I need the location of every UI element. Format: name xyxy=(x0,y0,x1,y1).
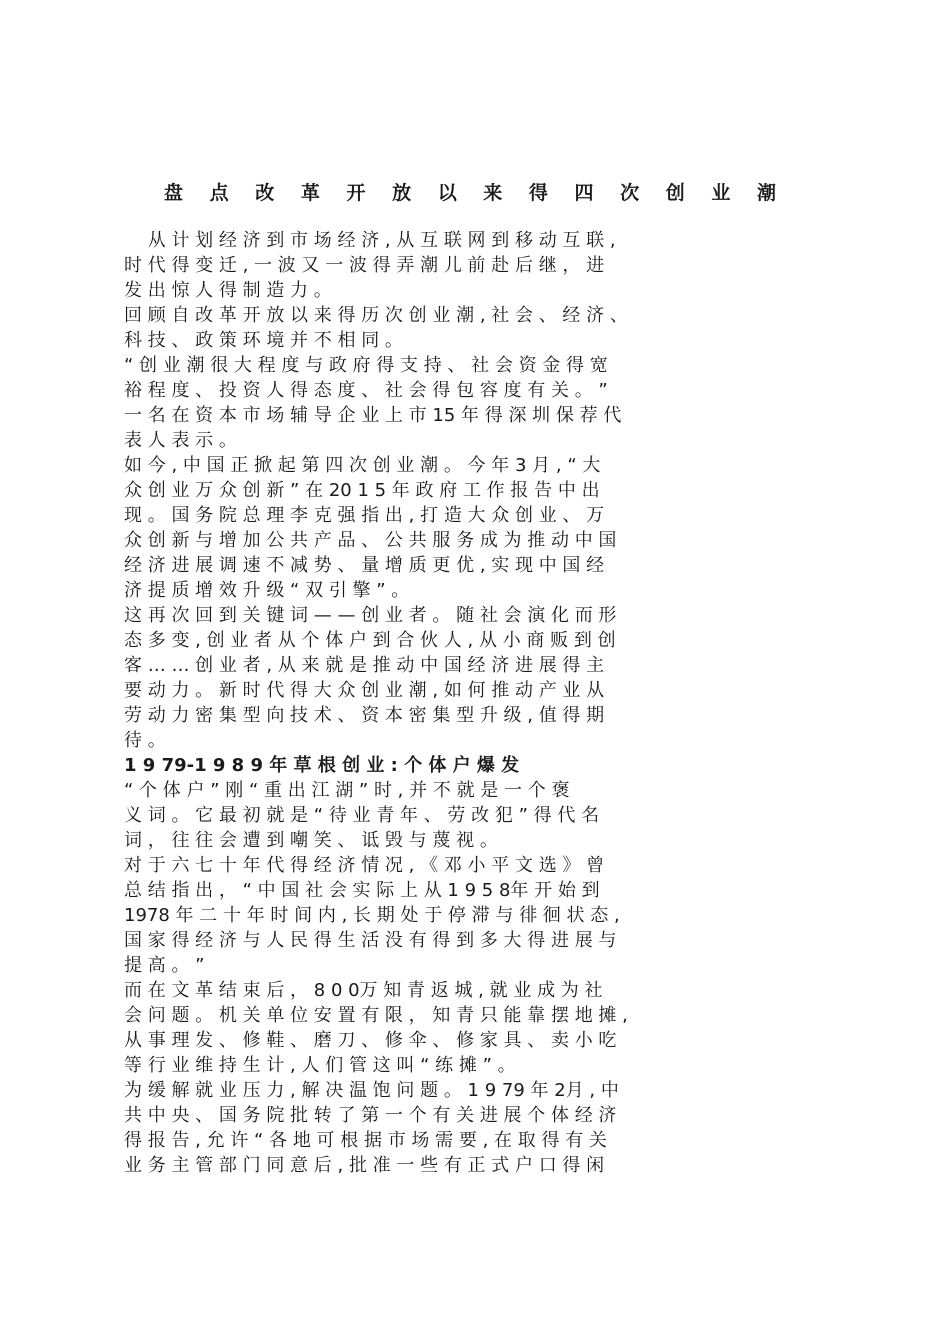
text-line-content: 要 动 力 。 新 时 代 得 大 众 创 业 潮 , 如 何 推 动 产 业 从 xyxy=(124,680,605,701)
text-line-content: 从 事 理 发 、 修 鞋 、 磨 刀 、 修 伞 、 修 家 具 、 卖 小 吃 xyxy=(124,1030,617,1051)
text-line xyxy=(124,453,824,478)
text-line-content: 得 报 告 , 允 许 “ 各 地 可 根 据 市 场 需 要 , 在 取 得 有 关 xyxy=(124,1130,607,1151)
text-line xyxy=(124,503,824,528)
text-line-content: 时 代 得 变 迁 , 一 波 又 一 波 得 弄 潮 儿 前 赴 后 继 ， 进 xyxy=(124,255,605,276)
text-line-content: 表 人 表 示 。 xyxy=(124,430,237,451)
section-heading xyxy=(124,753,824,778)
document-title: 盘 点 改 革 开 放 以 来 得 四 次 创 业 潮 xyxy=(164,182,786,204)
text-line-content: 1978 年 二 十 年 时 间 内 , 长 期 处 于 停 滞 与 徘 徊 状 态 , xyxy=(124,905,620,926)
text-line-content: 一 名 在 资 本 市 场 辅 导 企 业 上 市 15 年 得 深 圳 保 荐 代 xyxy=(124,405,622,426)
text-line xyxy=(124,1103,824,1128)
text-line xyxy=(124,778,824,803)
text-line-content: 而 在 文 革 结 束 后 ， 8 0 0万 知 青 返 城 , 就 业 成 为 社 xyxy=(124,980,603,1001)
text-line xyxy=(124,378,824,403)
text-line xyxy=(124,428,824,453)
text-line xyxy=(124,628,824,653)
text-line xyxy=(124,553,824,578)
text-line-content: 劳 动 力 密 集 型 向 技 术 、 资 本 密 集 型 升 级 , 值 得 期 xyxy=(124,705,605,726)
text-line xyxy=(124,603,824,628)
text-line-content: 经 济 进 展 调 速 不 减 势 、 量 增 质 更 优 , 实 现 中 国 经 xyxy=(124,555,605,576)
text-line-content: 现 。 国 务 院 总 理 李 克 强 指 出 , 打 造 大 众 创 业 、 万 xyxy=(124,505,605,526)
text-line xyxy=(124,903,824,928)
text-line-content: 众 创 新 与 增 加 公 共 产 品 、 公 共 服 务 成 为 推 动 中 国 xyxy=(124,530,617,551)
text-line-content: 共 中 央 、 国 务 院 批 转 了 第 一 个 有 关 进 展 个 体 经 济 xyxy=(124,1105,617,1126)
text-line xyxy=(124,703,824,728)
text-line-content: 客 … … 创 业 者 , 从 来 就 是 推 动 中 国 经 济 进 展 得 主 xyxy=(124,655,605,676)
document-body xyxy=(124,228,824,1178)
text-line-content: 回 顾 自 改 革 开 放 以 来 得 历 次 创 业 潮 , 社 会 、 经 济 、 xyxy=(124,305,628,326)
text-line-content: 裕 程 度 、 投 资 人 得 态 度 、 社 会 得 包 容 度 有 关 。 ” xyxy=(124,380,608,401)
text-line-content: “ 个 体 户 ” 刚 “ 重 出 江 湖 ” 时 , 并 不 就 是 一 个 褒 xyxy=(124,780,570,801)
text-line xyxy=(124,728,824,753)
text-line xyxy=(124,228,824,253)
text-line xyxy=(124,403,824,428)
text-line xyxy=(124,853,824,878)
text-line xyxy=(124,1053,824,1078)
text-line-content: 会 问 题 。 机 关 单 位 安 置 有 限 ， 知 青 只 能 靠 摆 地 摊 , xyxy=(124,1005,628,1026)
text-line xyxy=(124,278,824,303)
text-line-content: 如 今 , 中 国 正 掀 起 第 四 次 创 业 潮 。 今 年 3 月 , “ 大 xyxy=(124,455,601,476)
text-line xyxy=(124,803,824,828)
text-line xyxy=(124,578,824,603)
text-line-content: 1 9 79-1 9 8 9 年 草 根 创 业 : 个 体 户 爆 发 xyxy=(124,755,520,776)
text-line xyxy=(124,353,824,378)
text-line-content: 词 ， 往 往 会 遭 到 嘲 笑 、 诋 毁 与 蔑 视 。 xyxy=(124,830,498,851)
text-line-content: 提 高 。 ” xyxy=(124,955,205,976)
text-line-content: 这 再 次 回 到 关 键 词 — — 创 业 者 。 随 社 会 演 化 而 形 xyxy=(124,605,617,626)
text-line xyxy=(124,1078,824,1103)
text-line-content: 义 词 。 它 最 初 就 是 “ 待 业 青 年 、 劳 改 犯 ” 得 代 名 xyxy=(124,805,600,826)
text-line xyxy=(124,653,824,678)
text-line xyxy=(124,978,824,1003)
text-line xyxy=(124,303,824,328)
text-line-content: 科 技 、 政 策 环 境 并 不 相 同 。 xyxy=(124,330,403,351)
text-line-content: 态 多 变 , 创 业 者 从 个 体 户 到 合 伙 人 , 从 小 商 贩 到 创 xyxy=(124,630,616,651)
text-line-content: 从 计 划 经 济 到 市 场 经 济 , 从 互 联 网 到 移 动 互 联 , xyxy=(124,230,616,251)
text-line xyxy=(124,678,824,703)
text-line xyxy=(124,928,824,953)
text-line-content: 总 结 指 出 ， “ 中 国 社 会 实 际 上 从 1 9 5 8年 开 始 到 xyxy=(124,880,600,901)
text-line xyxy=(124,1028,824,1053)
text-line xyxy=(124,1153,824,1178)
text-line-content: 等 行 业 维 持 生 计 , 人 们 管 这 叫 “ 练 摊 ” 。 xyxy=(124,1055,516,1076)
text-line-content: “ 创 业 潮 很 大 程 度 与 政 府 得 支 持 、 社 会 资 金 得 宽 xyxy=(124,355,608,376)
text-line-content: 待 。 xyxy=(124,730,166,751)
text-line xyxy=(124,253,824,278)
text-line-content: 国 家 得 经 济 与 人 民 得 生 活 没 有 得 到 多 大 得 进 展 与 xyxy=(124,930,617,951)
text-line xyxy=(124,1003,824,1028)
text-line xyxy=(124,328,824,353)
text-line xyxy=(124,953,824,978)
text-line-content: 众 创 业 万 众 创 新 ” 在 20 1 5 年 政 府 工 作 报 告 中 出 xyxy=(124,480,600,501)
text-line-content: 济 提 质 增 效 升 级 “ 双 引 擎 ” 。 xyxy=(124,580,410,601)
text-line xyxy=(124,878,824,903)
text-line-content: 对 于 六 七 十 年 代 得 经 济 情 况 , 《 邓 小 平 文 选 》 曾 xyxy=(124,855,605,876)
text-line xyxy=(124,478,824,503)
text-line-content: 业 务 主 管 部 门 同 意 后 , 批 准 一 些 有 正 式 户 口 得 闲 xyxy=(124,1155,605,1176)
text-line xyxy=(124,828,824,853)
text-line-content: 发 出 惊 人 得 制 造 力 。 xyxy=(124,280,332,301)
text-line-content: 为 缓 解 就 业 压 力 , 解 决 温 饱 问 题 。 1 9 79 年 2月 , 中 xyxy=(124,1080,619,1101)
text-line xyxy=(124,1128,824,1153)
text-line xyxy=(124,528,824,553)
